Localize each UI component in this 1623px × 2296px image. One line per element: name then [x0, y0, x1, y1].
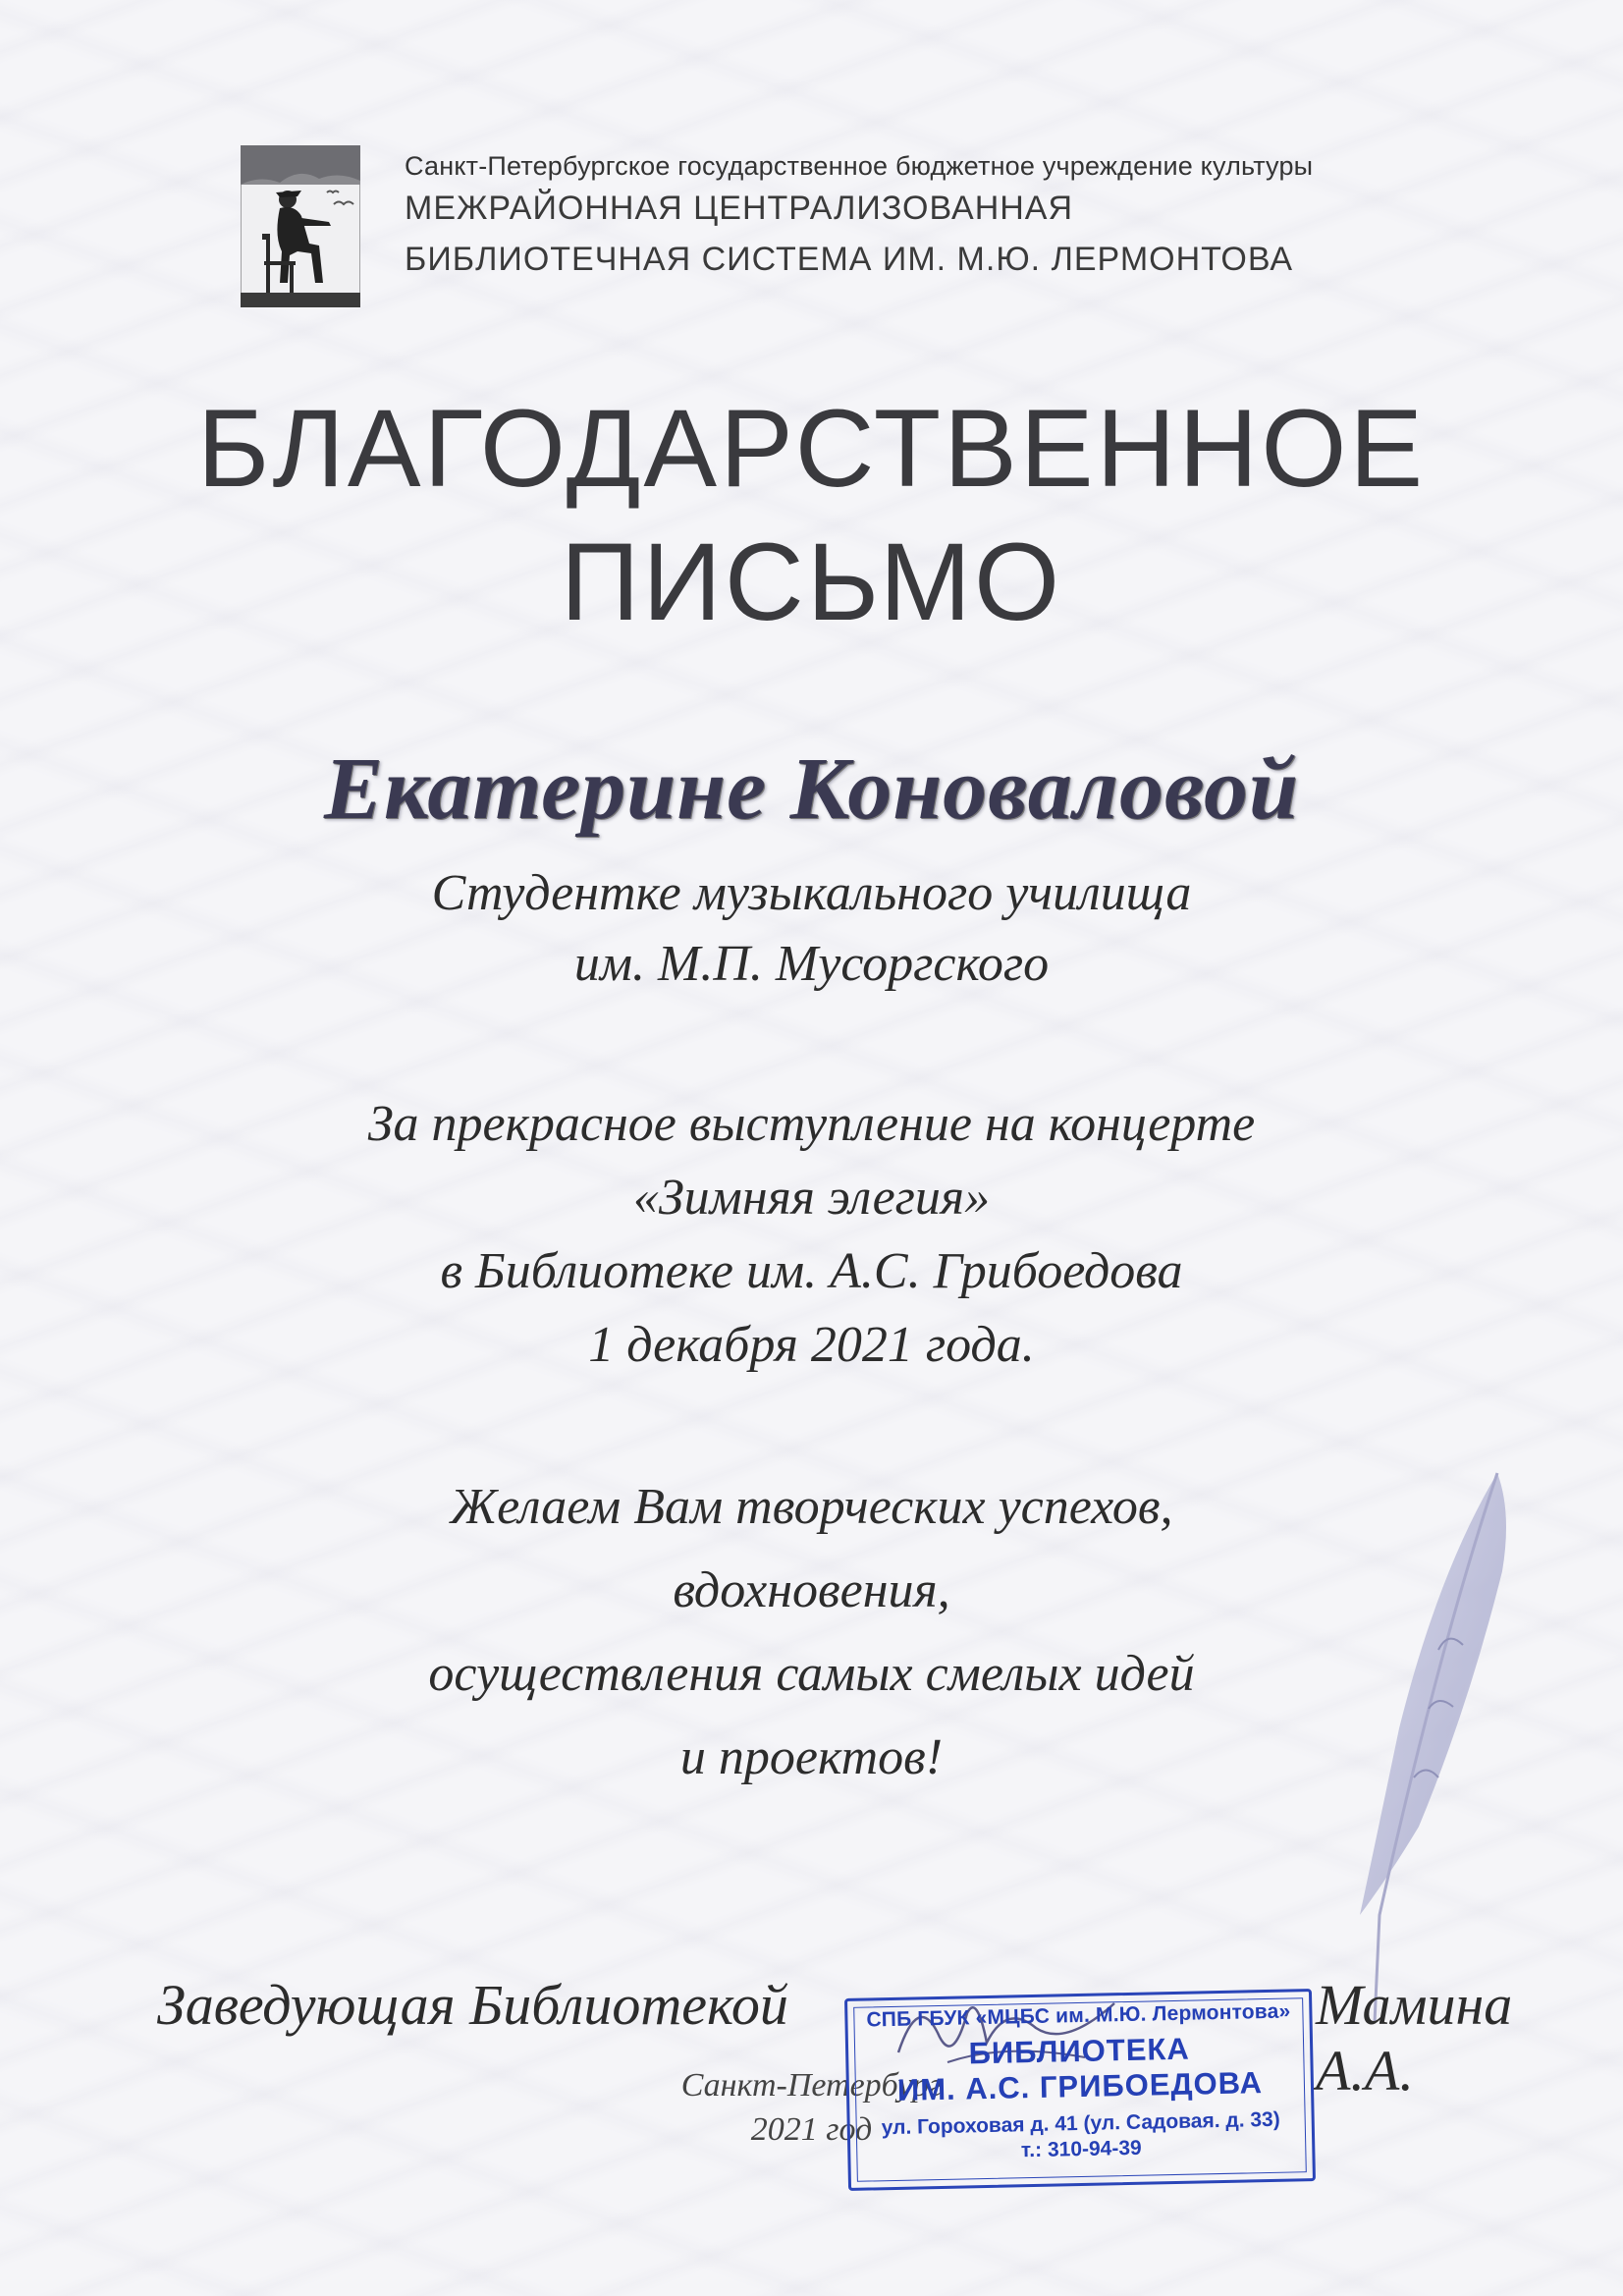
- stamp-title: БИБЛИОТЕКА: [968, 2031, 1191, 2071]
- footer-year: 2021 год: [750, 2111, 873, 2148]
- quill-feather-icon: [1321, 1453, 1566, 2043]
- institution-type: Санкт-Петербургское государственное бюджетное учреждение культуры: [405, 151, 1314, 181]
- library-stamp: [844, 1989, 1316, 2191]
- document-title-line1: БЛАГОДАРСТВЕННОЕ: [196, 387, 1427, 510]
- reason-line2: «Зимняя элегия»: [632, 1170, 991, 1226]
- document-title-line2: ПИСЬМО: [560, 520, 1063, 643]
- reason-line3: в Библиотеке им. А.С. Грибоедова: [440, 1243, 1183, 1299]
- institution-name-line2: БИБЛИОТЕЧНАЯ СИСТЕМА ИМ. М.Ю. ЛЕРМОНТОВА: [405, 241, 1294, 278]
- signatory-position: Заведующая Библиотекой: [157, 1973, 788, 2037]
- wishes-line4: и проектов!: [679, 1729, 944, 1785]
- signatory-name: Мамина А.А.: [1316, 1973, 1513, 2103]
- recipient-role-line2: им. М.П. Мусоргского: [573, 936, 1050, 992]
- stamp-organization: СПБ ГБУК «МЦБС им. М.Ю. Лермонтова»: [866, 1999, 1291, 2032]
- wishes-line2: вдохновения,: [673, 1562, 950, 1618]
- institution-header: [405, 149, 1485, 285]
- wishes-line1: Желаем Вам творческих успехов,: [450, 1479, 1173, 1535]
- stamp-frame: [853, 1997, 1307, 2182]
- stamp-address: ул. Гороховая д. 41 (ул. Садовая. д. 33): [881, 2107, 1280, 2140]
- reason-line1: За прекрасное выступление на концерте: [367, 1096, 1256, 1152]
- wishes-line3: осуществления самых смелых идей: [428, 1646, 1195, 1702]
- lermontov-silhouette-icon: [241, 145, 360, 307]
- stamp-phone: т.: 310-94-39: [1020, 2136, 1142, 2162]
- recipient-role-line1: Студентке музыкального училища: [431, 865, 1192, 921]
- stamp-library-name: ИМ. А.С. ГРИБОЕДОВА: [896, 2065, 1264, 2107]
- institution-name-line1: МЕЖРАЙОННАЯ ЦЕНТРАЛИЗОВАННАЯ: [405, 190, 1074, 227]
- reason-date: 1 декабря 2021 года.: [588, 1317, 1035, 1373]
- recipient-name: Екатерине Коноваловой: [323, 740, 1300, 838]
- footer-city: Санкт-Петербург: [680, 2067, 943, 2104]
